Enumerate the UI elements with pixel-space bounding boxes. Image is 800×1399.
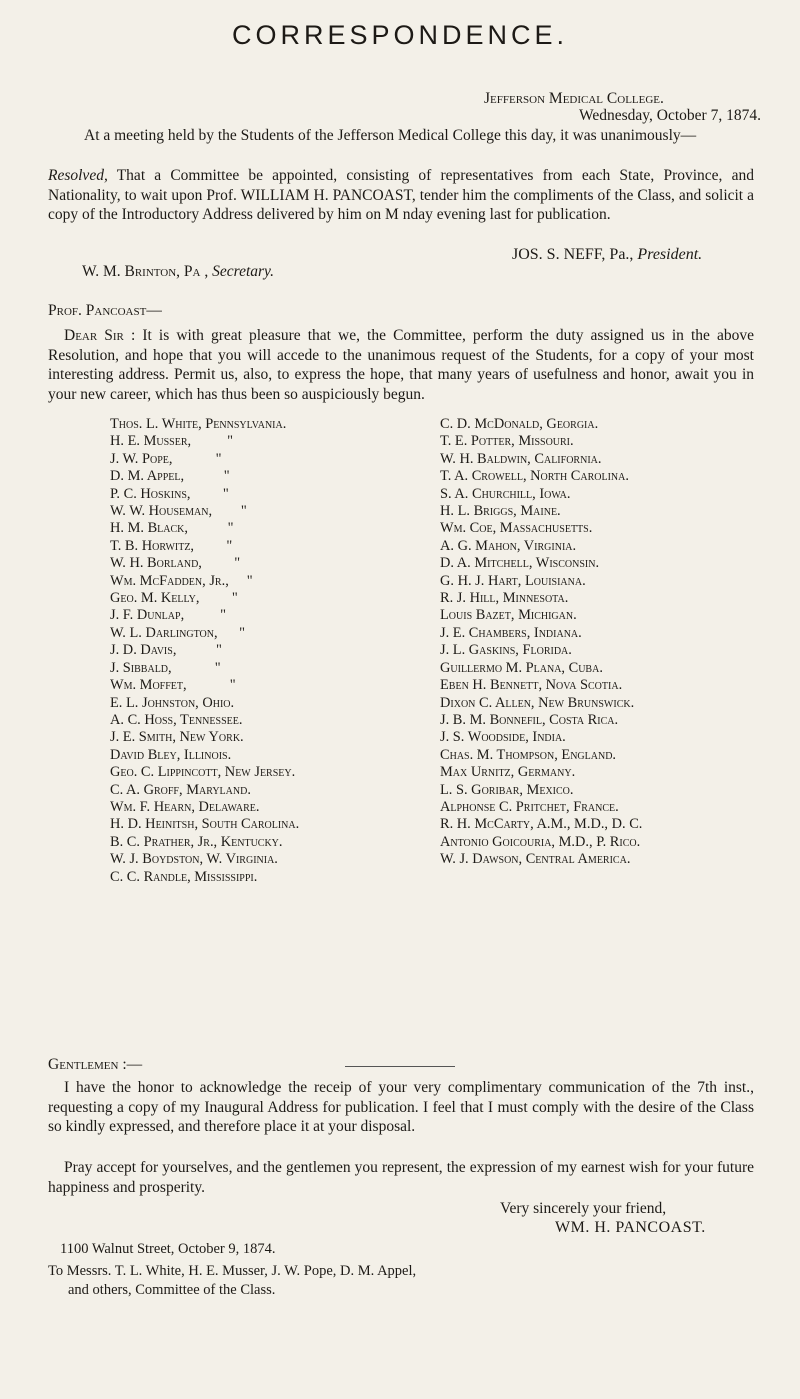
committee-member: J. L. Gaskins, Florida.: [440, 642, 572, 659]
reply-address: 1100 Walnut Street, October 9, 1874.: [60, 1241, 276, 1257]
committee-member: David Bley, Illinois.: [110, 746, 232, 763]
committee-member: A. C. Hoss, Tennessee.: [110, 711, 243, 728]
reply-closing: Very sincerely your friend,: [500, 1200, 667, 1217]
committee-member: T. E. Potter, Missouri.: [440, 433, 574, 450]
committee-list-left: [110, 416, 299, 886]
committee-member: W. J. Boydston, W. Virginia.: [110, 851, 278, 868]
committee-member: Wm. Moffet, ": [110, 677, 236, 694]
committee-member: J. D. Davis, ": [110, 642, 222, 659]
committee-member: Louis Bazet, Michigan.: [440, 607, 577, 624]
committee-member: Wm. Coe, Massachusetts.: [440, 520, 593, 537]
committee-member: J. Sibbald, ": [110, 659, 221, 676]
committee-member: J. B. M. Bonnefil, Costa Rica.: [440, 711, 619, 728]
committee-member: B. C. Prather, Jr., Kentucky.: [110, 833, 283, 850]
committee-member: Eben H. Bennett, Nova Scotia.: [440, 677, 623, 694]
committee-member: H. E. Musser, ": [110, 433, 233, 450]
committee-member: E. L. Johnston, Ohio.: [110, 694, 235, 711]
committee-member: W. L. Darlington, ": [110, 624, 246, 641]
reply-recipients-continued: and others, Committee of the Class.: [68, 1282, 276, 1298]
committee-member: Guillermo M. Plana, Cuba.: [440, 659, 603, 676]
committee-member: H. L. Briggs, Maine.: [440, 503, 561, 520]
meeting-intro: At a meeting held by the Students of the Jefferson Medical College this day, it was unanimously—: [84, 127, 697, 144]
committee-member: C. D. McDonald, Georgia.: [440, 416, 599, 432]
committee-member: J. S. Woodside, India.: [440, 729, 566, 746]
committee-member: J. W. Pope, ": [110, 450, 222, 467]
committee-member: W. W. Houseman, ": [110, 503, 247, 520]
committee-member: Max Urnitz, Germany.: [440, 764, 576, 781]
committee-member: C. A. Groff, Maryland.: [110, 781, 251, 798]
president-signature: [512, 245, 702, 264]
committee-member: Antonio Goicouria, M.D., P. Rico.: [440, 833, 641, 850]
committee-member: Dixon C. Allen, New Brunswick.: [440, 694, 635, 711]
committee-member: W. H. Borland, ": [110, 555, 241, 572]
reply-paragraph-1: I have the honor to acknowledge the receip of your very complimentary communication of the 7th inst., requesting a copy of my Inaugural Address for publication. I feel that I must comply with the desire of the Class so kindly expressed, and therefore place it at your disposal.: [48, 1079, 754, 1136]
committee-member: J. E. Smith, New York.: [110, 729, 244, 746]
committee-member: Wm. F. Hearn, Delaware.: [110, 798, 260, 815]
committee-member: W. J. Dawson, Central America.: [440, 851, 631, 868]
resolution-text: That a Committee be appointed, consisting of representatives from each State, Province, and Nationality, to wait upon Prof. WILLIAM H. PANCOAST, tender him the compliments of the Class, and solicit a copy of the Introductory Address delivered by him on M nday evening last for publication.: [48, 167, 754, 224]
committee-member: T. A. Crowell, North Carolina.: [440, 468, 629, 485]
secretary-name: W. M. Brinton, Pa ,: [82, 263, 209, 280]
secretary-signature: [82, 262, 274, 281]
president-name: JOS. S. NEFF, Pa.,: [512, 246, 634, 263]
committee-member: G. H. J. Hart, Louisiana.: [440, 572, 586, 589]
committee-member: R. H. McCarty, A.M., M.D., D. C.: [440, 816, 643, 833]
letter-body: It is with great pleasure that we, the Committee, perform the duty assigned us in the above Resolution, and hope that you will accede to the unanimous request of the Students, for a copy of your most interesting address. Permit us, also, to express the hope, that many years of usefulness and honor, await you in your new career, which has thus been so auspiciously begun.: [48, 327, 755, 403]
committee-member: C. C. Randle, Mississippi.: [110, 868, 258, 885]
resolution-paragraph: [48, 166, 754, 225]
secretary-title: Secretary.: [212, 263, 274, 280]
reply-paragraph-2: Pray accept for yourselves, and the gentlemen you represent, the expression of my earnest wish for your future happiness and prosperity.: [48, 1159, 754, 1196]
divider: [345, 1066, 455, 1067]
committee-member: Chas. M. Thompson, England.: [440, 746, 617, 763]
committee-member: L. S. Goribar, Mexico.: [440, 781, 574, 798]
committee-member: D. A. Mitchell, Wisconsin.: [440, 555, 600, 572]
committee-member: Geo. C. Lippincott, New Jersey.: [110, 764, 296, 781]
committee-member: J. E. Chambers, Indiana.: [440, 624, 582, 641]
page-title: CORRESPONDENCE.: [231, 20, 569, 50]
committee-list-right: [440, 416, 642, 869]
committee-member: T. B. Horwitz, ": [110, 537, 233, 554]
reply-recipients: To Messrs. T. L. White, H. E. Musser, J. W. Pope, D. M. Appel,: [48, 1263, 417, 1279]
committee-member: J. F. Dunlap, ": [110, 607, 227, 624]
reply-salutation: Gentlemen :—: [48, 1056, 143, 1073]
committee-member: D. M. Appel, ": [110, 468, 230, 485]
president-title: President.: [637, 246, 703, 263]
committee-member: W. H. Baldwin, California.: [440, 450, 602, 467]
institution-name: Jefferson Medical College.: [484, 90, 664, 107]
resolved-word: Resolved,: [48, 167, 108, 184]
letter-salutation: Dear Sir :: [64, 327, 136, 344]
committee-member: A. G. Mahon, Virginia.: [440, 537, 577, 554]
committee-member: H. M. Black, ": [110, 520, 234, 537]
committee-member: Geo. M. Kelly, ": [110, 590, 238, 607]
reply-signature: WM. H. PANCOAST.: [555, 1219, 706, 1236]
meeting-date: Wednesday, October 7, 1874.: [579, 107, 761, 124]
committee-member: R. J. Hill, Minnesota.: [440, 590, 569, 607]
committee-member: Thos. L. White, Pennsylvania.: [110, 416, 287, 432]
committee-member: Alphonse C. Pritchet, France.: [440, 798, 619, 815]
committee-letter: [48, 326, 754, 404]
committee-member: Wm. McFadden, Jr., ": [110, 572, 253, 589]
committee-member: S. A. Churchill, Iowa.: [440, 485, 571, 502]
committee-member: P. C. Hoskins, ": [110, 485, 229, 502]
committee-member: H. D. Heinitsh, South Carolina.: [110, 816, 300, 833]
letter-addressee: Prof. Pancoast—: [48, 302, 162, 319]
